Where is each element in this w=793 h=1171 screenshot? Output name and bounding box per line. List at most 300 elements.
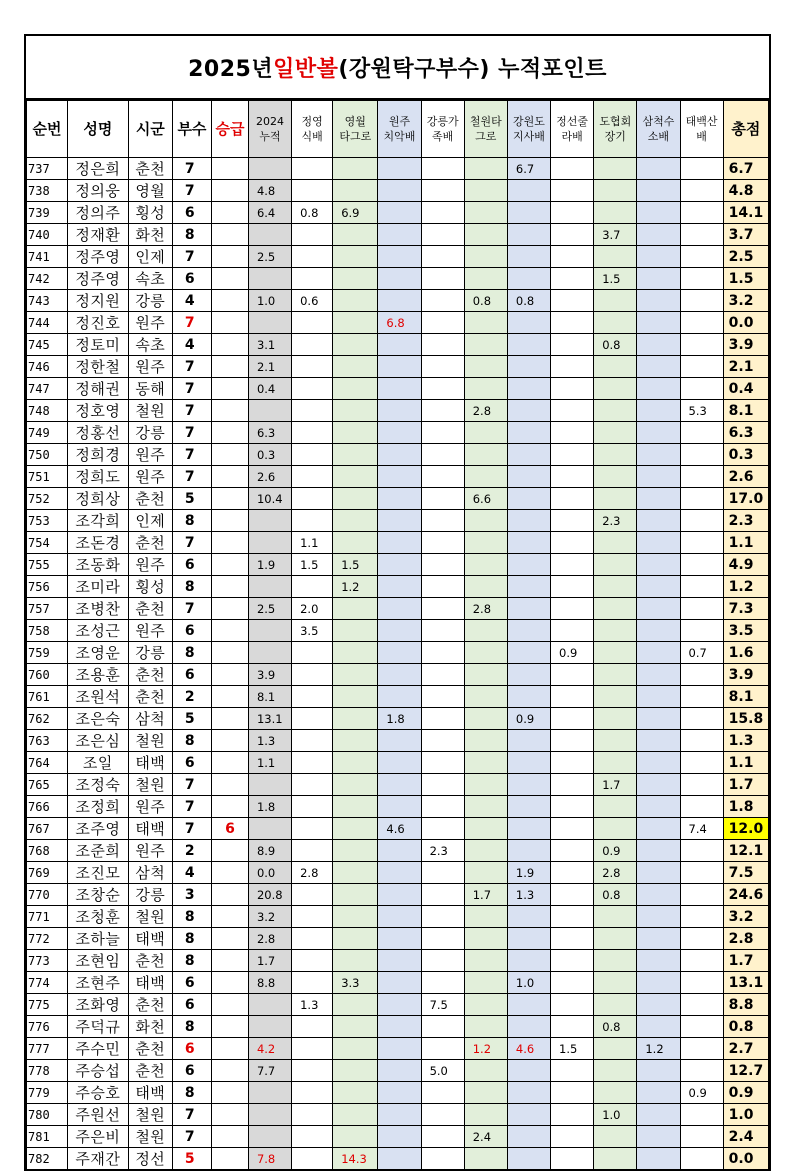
row-number: 772: [27, 928, 68, 950]
points-cell: [637, 730, 680, 752]
points-cell: [507, 1082, 550, 1104]
points-cell: [637, 708, 680, 730]
points-cell: [680, 422, 723, 444]
points-cell: [292, 268, 333, 290]
promotion-cell: [211, 400, 248, 422]
points-cell: [248, 1104, 291, 1126]
header-2024-total: 2024 누적: [248, 101, 291, 158]
row-number: 764: [27, 752, 68, 774]
points-cell: [378, 752, 421, 774]
player-bu: 6: [172, 1060, 211, 1082]
points-cell: [551, 1082, 594, 1104]
player-city: 원주: [128, 840, 172, 862]
points-cell: [464, 224, 507, 246]
total-cell: 1.6: [723, 642, 768, 664]
player-bu: 7: [172, 796, 211, 818]
header-cheorwon: 철원타 그로: [464, 101, 507, 158]
points-cell: [378, 1148, 421, 1171]
total-cell: 1.3: [723, 730, 768, 752]
promotion-cell: [211, 180, 248, 202]
promotion-cell: [211, 554, 248, 576]
points-cell: [507, 532, 550, 554]
points-cell: [680, 224, 723, 246]
points-cell: [464, 180, 507, 202]
player-city: 삼척: [128, 708, 172, 730]
points-cell: [637, 202, 680, 224]
points-cell: [421, 510, 464, 532]
player-name: 주승섭: [68, 1060, 129, 1082]
points-cell: [292, 488, 333, 510]
points-cell: [680, 1016, 723, 1038]
points-cell: [680, 752, 723, 774]
row-number: 766: [27, 796, 68, 818]
points-cell: [421, 158, 464, 180]
points-cell: [333, 444, 378, 466]
total-cell: 2.3: [723, 510, 768, 532]
points-cell: [507, 510, 550, 532]
points-cell: [421, 928, 464, 950]
points-cell: 1.0: [248, 290, 291, 312]
player-city: 춘천: [128, 598, 172, 620]
points-cell: [594, 312, 637, 334]
total-cell: 3.2: [723, 290, 768, 312]
table-row: [27, 554, 769, 576]
player-bu: 6: [172, 554, 211, 576]
points-cell: [637, 158, 680, 180]
points-cell: 3.9: [248, 664, 291, 686]
points-cell: [594, 752, 637, 774]
player-city: 인제: [128, 510, 172, 532]
points-cell: [421, 1126, 464, 1148]
player-bu: 8: [172, 1082, 211, 1104]
points-cell: [594, 246, 637, 268]
row-number: 780: [27, 1104, 68, 1126]
player-bu: 4: [172, 290, 211, 312]
player-city: 동해: [128, 378, 172, 400]
points-cell: [637, 1126, 680, 1148]
points-cell: [594, 1060, 637, 1082]
points-cell: [378, 422, 421, 444]
points-cell: [421, 774, 464, 796]
points-cell: [464, 356, 507, 378]
points-cell: [680, 840, 723, 862]
points-cell: [551, 708, 594, 730]
points-cell: [333, 378, 378, 400]
points-cell: [637, 840, 680, 862]
points-cell: 3.3: [333, 972, 378, 994]
player-name: 정희상: [68, 488, 129, 510]
points-cell: [378, 972, 421, 994]
points-cell: [421, 356, 464, 378]
player-bu: 7: [172, 598, 211, 620]
row-number: 758: [27, 620, 68, 642]
points-cell: 5.0: [421, 1060, 464, 1082]
promotion-cell: [211, 246, 248, 268]
points-cell: 6.3: [248, 422, 291, 444]
points-cell: [464, 752, 507, 774]
total-cell: 24.6: [723, 884, 768, 906]
points-cell: [637, 554, 680, 576]
points-cell: [594, 466, 637, 488]
points-cell: 2.4: [464, 1126, 507, 1148]
points-cell: [421, 1148, 464, 1171]
points-cell: [594, 532, 637, 554]
points-cell: [551, 972, 594, 994]
player-bu: 4: [172, 862, 211, 884]
header-no: 순번: [27, 101, 68, 158]
points-cell: [333, 664, 378, 686]
points-cell: [551, 290, 594, 312]
player-city: 영월: [128, 180, 172, 202]
points-cell: [680, 488, 723, 510]
row-number: 750: [27, 444, 68, 466]
points-cell: [292, 818, 333, 840]
points-cell: 0.3: [248, 444, 291, 466]
points-table: [26, 100, 769, 1171]
player-bu: 7: [172, 246, 211, 268]
points-cell: [551, 950, 594, 972]
points-cell: 1.7: [464, 884, 507, 906]
player-name: 조준희: [68, 840, 129, 862]
points-cell: 6.9: [333, 202, 378, 224]
table-row: [27, 180, 769, 202]
table-row: [27, 818, 769, 840]
table-row: [27, 862, 769, 884]
points-cell: [594, 950, 637, 972]
player-bu: 7: [172, 532, 211, 554]
points-cell: [680, 290, 723, 312]
title-prefix: 2025년: [188, 56, 274, 82]
promotion-cell: [211, 378, 248, 400]
points-cell: [464, 642, 507, 664]
player-city: 원주: [128, 356, 172, 378]
points-cell: [464, 950, 507, 972]
points-cell: 8.9: [248, 840, 291, 862]
points-cell: [594, 576, 637, 598]
player-bu: 7: [172, 818, 211, 840]
table-row: [27, 1082, 769, 1104]
points-cell: [333, 796, 378, 818]
points-cell: 6.7: [507, 158, 550, 180]
table-row: [27, 158, 769, 180]
points-cell: [680, 1060, 723, 1082]
points-cell: [680, 312, 723, 334]
points-cell: [637, 180, 680, 202]
promotion-cell: [211, 664, 248, 686]
total-cell: 7.5: [723, 862, 768, 884]
points-cell: [507, 1148, 550, 1171]
promotion-cell: [211, 158, 248, 180]
points-cell: [637, 752, 680, 774]
player-bu: 7: [172, 400, 211, 422]
promotion-cell: [211, 290, 248, 312]
points-cell: [333, 246, 378, 268]
header-gangneung: 강릉가 족배: [421, 101, 464, 158]
points-cell: [421, 576, 464, 598]
points-cell: [594, 1148, 637, 1171]
points-cell: 0.9: [551, 642, 594, 664]
player-name: 정의웅: [68, 180, 129, 202]
points-cell: [551, 1104, 594, 1126]
row-number: 745: [27, 334, 68, 356]
player-bu: 8: [172, 224, 211, 246]
points-cell: [333, 532, 378, 554]
points-cell: [333, 312, 378, 334]
promotion-cell: [211, 774, 248, 796]
points-cell: [421, 532, 464, 554]
table-row: [27, 1126, 769, 1148]
promotion-cell: [211, 950, 248, 972]
points-cell: 4.6: [507, 1038, 550, 1060]
row-number: 747: [27, 378, 68, 400]
player-name: 조현주: [68, 972, 129, 994]
total-cell: 14.1: [723, 202, 768, 224]
points-cell: [594, 400, 637, 422]
points-cell: [333, 400, 378, 422]
points-cell: [680, 774, 723, 796]
total-cell: 8.1: [723, 400, 768, 422]
player-city: 강릉: [128, 642, 172, 664]
points-cell: [507, 246, 550, 268]
player-bu: 7: [172, 158, 211, 180]
points-cell: [421, 818, 464, 840]
promotion-cell: [211, 994, 248, 1016]
points-cell: [637, 510, 680, 532]
points-cell: 20.8: [248, 884, 291, 906]
row-number: 778: [27, 1060, 68, 1082]
points-cell: [333, 818, 378, 840]
points-cell: [333, 510, 378, 532]
player-city: 철원: [128, 1126, 172, 1148]
points-cell: [551, 224, 594, 246]
points-cell: [637, 884, 680, 906]
points-cell: [637, 1104, 680, 1126]
table-row: [27, 730, 769, 752]
points-cell: [680, 994, 723, 1016]
points-cell: [551, 1060, 594, 1082]
points-cell: 1.3: [248, 730, 291, 752]
points-cell: 2.8: [464, 400, 507, 422]
points-cell: [637, 224, 680, 246]
points-cell: [507, 950, 550, 972]
row-number: 770: [27, 884, 68, 906]
points-cell: [421, 224, 464, 246]
total-cell: 2.7: [723, 1038, 768, 1060]
points-cell: [333, 840, 378, 862]
points-cell: [507, 378, 550, 400]
points-cell: [507, 796, 550, 818]
points-cell: [421, 180, 464, 202]
points-cell: [292, 950, 333, 972]
player-city: 인제: [128, 246, 172, 268]
points-cell: [421, 972, 464, 994]
points-cell: [333, 598, 378, 620]
points-cell: [507, 686, 550, 708]
total-cell: 2.4: [723, 1126, 768, 1148]
points-cell: [507, 1016, 550, 1038]
table-row: [27, 950, 769, 972]
table-row: [27, 642, 769, 664]
points-cell: 6.8: [378, 312, 421, 334]
table-row: [27, 488, 769, 510]
points-cell: 0.9: [680, 1082, 723, 1104]
row-number: 740: [27, 224, 68, 246]
points-cell: [378, 268, 421, 290]
points-cell: [507, 840, 550, 862]
points-cell: [378, 1126, 421, 1148]
points-cell: [594, 1126, 637, 1148]
points-cell: [333, 488, 378, 510]
points-cell: [637, 576, 680, 598]
total-cell: 3.2: [723, 906, 768, 928]
points-cell: [333, 1060, 378, 1082]
points-cell: [551, 1148, 594, 1171]
points-cell: 1.3: [507, 884, 550, 906]
points-cell: [333, 1016, 378, 1038]
player-bu: 6: [172, 268, 211, 290]
player-name: 조하늘: [68, 928, 129, 950]
points-cell: [333, 224, 378, 246]
points-cell: [637, 598, 680, 620]
points-cell: [378, 158, 421, 180]
player-city: 철원: [128, 730, 172, 752]
points-cell: [248, 576, 291, 598]
player-city: 강릉: [128, 290, 172, 312]
points-cell: [507, 906, 550, 928]
points-cell: [680, 972, 723, 994]
points-cell: [680, 466, 723, 488]
player-bu: 6: [172, 972, 211, 994]
points-cell: [594, 598, 637, 620]
points-cell: 1.0: [594, 1104, 637, 1126]
points-cell: [594, 642, 637, 664]
points-cell: [421, 268, 464, 290]
points-cell: [594, 422, 637, 444]
total-cell: 0.0: [723, 312, 768, 334]
points-cell: [378, 334, 421, 356]
player-bu: 6: [172, 1038, 211, 1060]
points-cell: [507, 774, 550, 796]
player-name: 정은희: [68, 158, 129, 180]
points-cell: [594, 356, 637, 378]
points-cell: 0.8: [464, 290, 507, 312]
player-name: 정지원: [68, 290, 129, 312]
promotion-cell: [211, 1060, 248, 1082]
points-cell: [551, 1016, 594, 1038]
points-cell: 1.9: [248, 554, 291, 576]
table-body: [27, 158, 769, 1171]
points-cell: [333, 1038, 378, 1060]
points-cell: [292, 1082, 333, 1104]
player-bu: 6: [172, 994, 211, 1016]
points-cell: [637, 796, 680, 818]
points-cell: [507, 554, 550, 576]
points-cell: 10.4: [248, 488, 291, 510]
points-cell: [333, 334, 378, 356]
points-cell: 1.5: [333, 554, 378, 576]
points-cell: [464, 906, 507, 928]
points-cell: [464, 708, 507, 730]
points-cell: [464, 510, 507, 532]
total-cell: 13.1: [723, 972, 768, 994]
points-cell: [464, 202, 507, 224]
row-number: 739: [27, 202, 68, 224]
points-cell: [594, 202, 637, 224]
points-cell: 4.6: [378, 818, 421, 840]
points-cell: [680, 686, 723, 708]
total-cell: 0.9: [723, 1082, 768, 1104]
points-cell: [680, 554, 723, 576]
table-row: [27, 752, 769, 774]
player-bu: 5: [172, 1148, 211, 1171]
player-bu: 8: [172, 906, 211, 928]
points-cell: [594, 158, 637, 180]
points-cell: [680, 510, 723, 532]
points-cell: [464, 334, 507, 356]
points-cell: [292, 400, 333, 422]
player-city: 춘천: [128, 488, 172, 510]
player-name: 정주영: [68, 246, 129, 268]
points-cell: [248, 400, 291, 422]
points-cell: [637, 686, 680, 708]
promotion-cell: [211, 224, 248, 246]
header-city: 시군: [128, 101, 172, 158]
table-row: [27, 422, 769, 444]
points-cell: [637, 818, 680, 840]
points-cell: [378, 664, 421, 686]
player-name: 조병찬: [68, 598, 129, 620]
points-cell: [551, 862, 594, 884]
total-cell: 17.0: [723, 488, 768, 510]
points-cell: [464, 444, 507, 466]
player-bu: 5: [172, 708, 211, 730]
player-bu: 7: [172, 356, 211, 378]
points-cell: 1.8: [378, 708, 421, 730]
points-cell: [421, 620, 464, 642]
total-cell: 4.8: [723, 180, 768, 202]
points-cell: [551, 488, 594, 510]
points-cell: [551, 554, 594, 576]
points-cell: [637, 268, 680, 290]
player-city: 횡성: [128, 202, 172, 224]
points-cell: [637, 1082, 680, 1104]
points-cell: [637, 312, 680, 334]
points-cell: [680, 378, 723, 400]
points-cell: [464, 312, 507, 334]
points-cell: [378, 796, 421, 818]
table-row: [27, 884, 769, 906]
total-cell: 2.6: [723, 466, 768, 488]
player-bu: 7: [172, 180, 211, 202]
points-cell: 2.8: [464, 598, 507, 620]
promotion-cell: [211, 444, 248, 466]
points-cell: [464, 840, 507, 862]
points-cell: [594, 818, 637, 840]
total-cell: 0.4: [723, 378, 768, 400]
title-suffix: (강원탁구부수) 누적포인트: [338, 56, 607, 82]
promotion-cell: [211, 202, 248, 224]
table-row: [27, 928, 769, 950]
row-number: 765: [27, 774, 68, 796]
player-bu: 8: [172, 642, 211, 664]
player-name: 조동화: [68, 554, 129, 576]
points-cell: [551, 994, 594, 1016]
points-cell: 0.4: [248, 378, 291, 400]
row-number: 737: [27, 158, 68, 180]
points-cell: [464, 268, 507, 290]
player-name: 정의주: [68, 202, 129, 224]
points-cell: [680, 664, 723, 686]
